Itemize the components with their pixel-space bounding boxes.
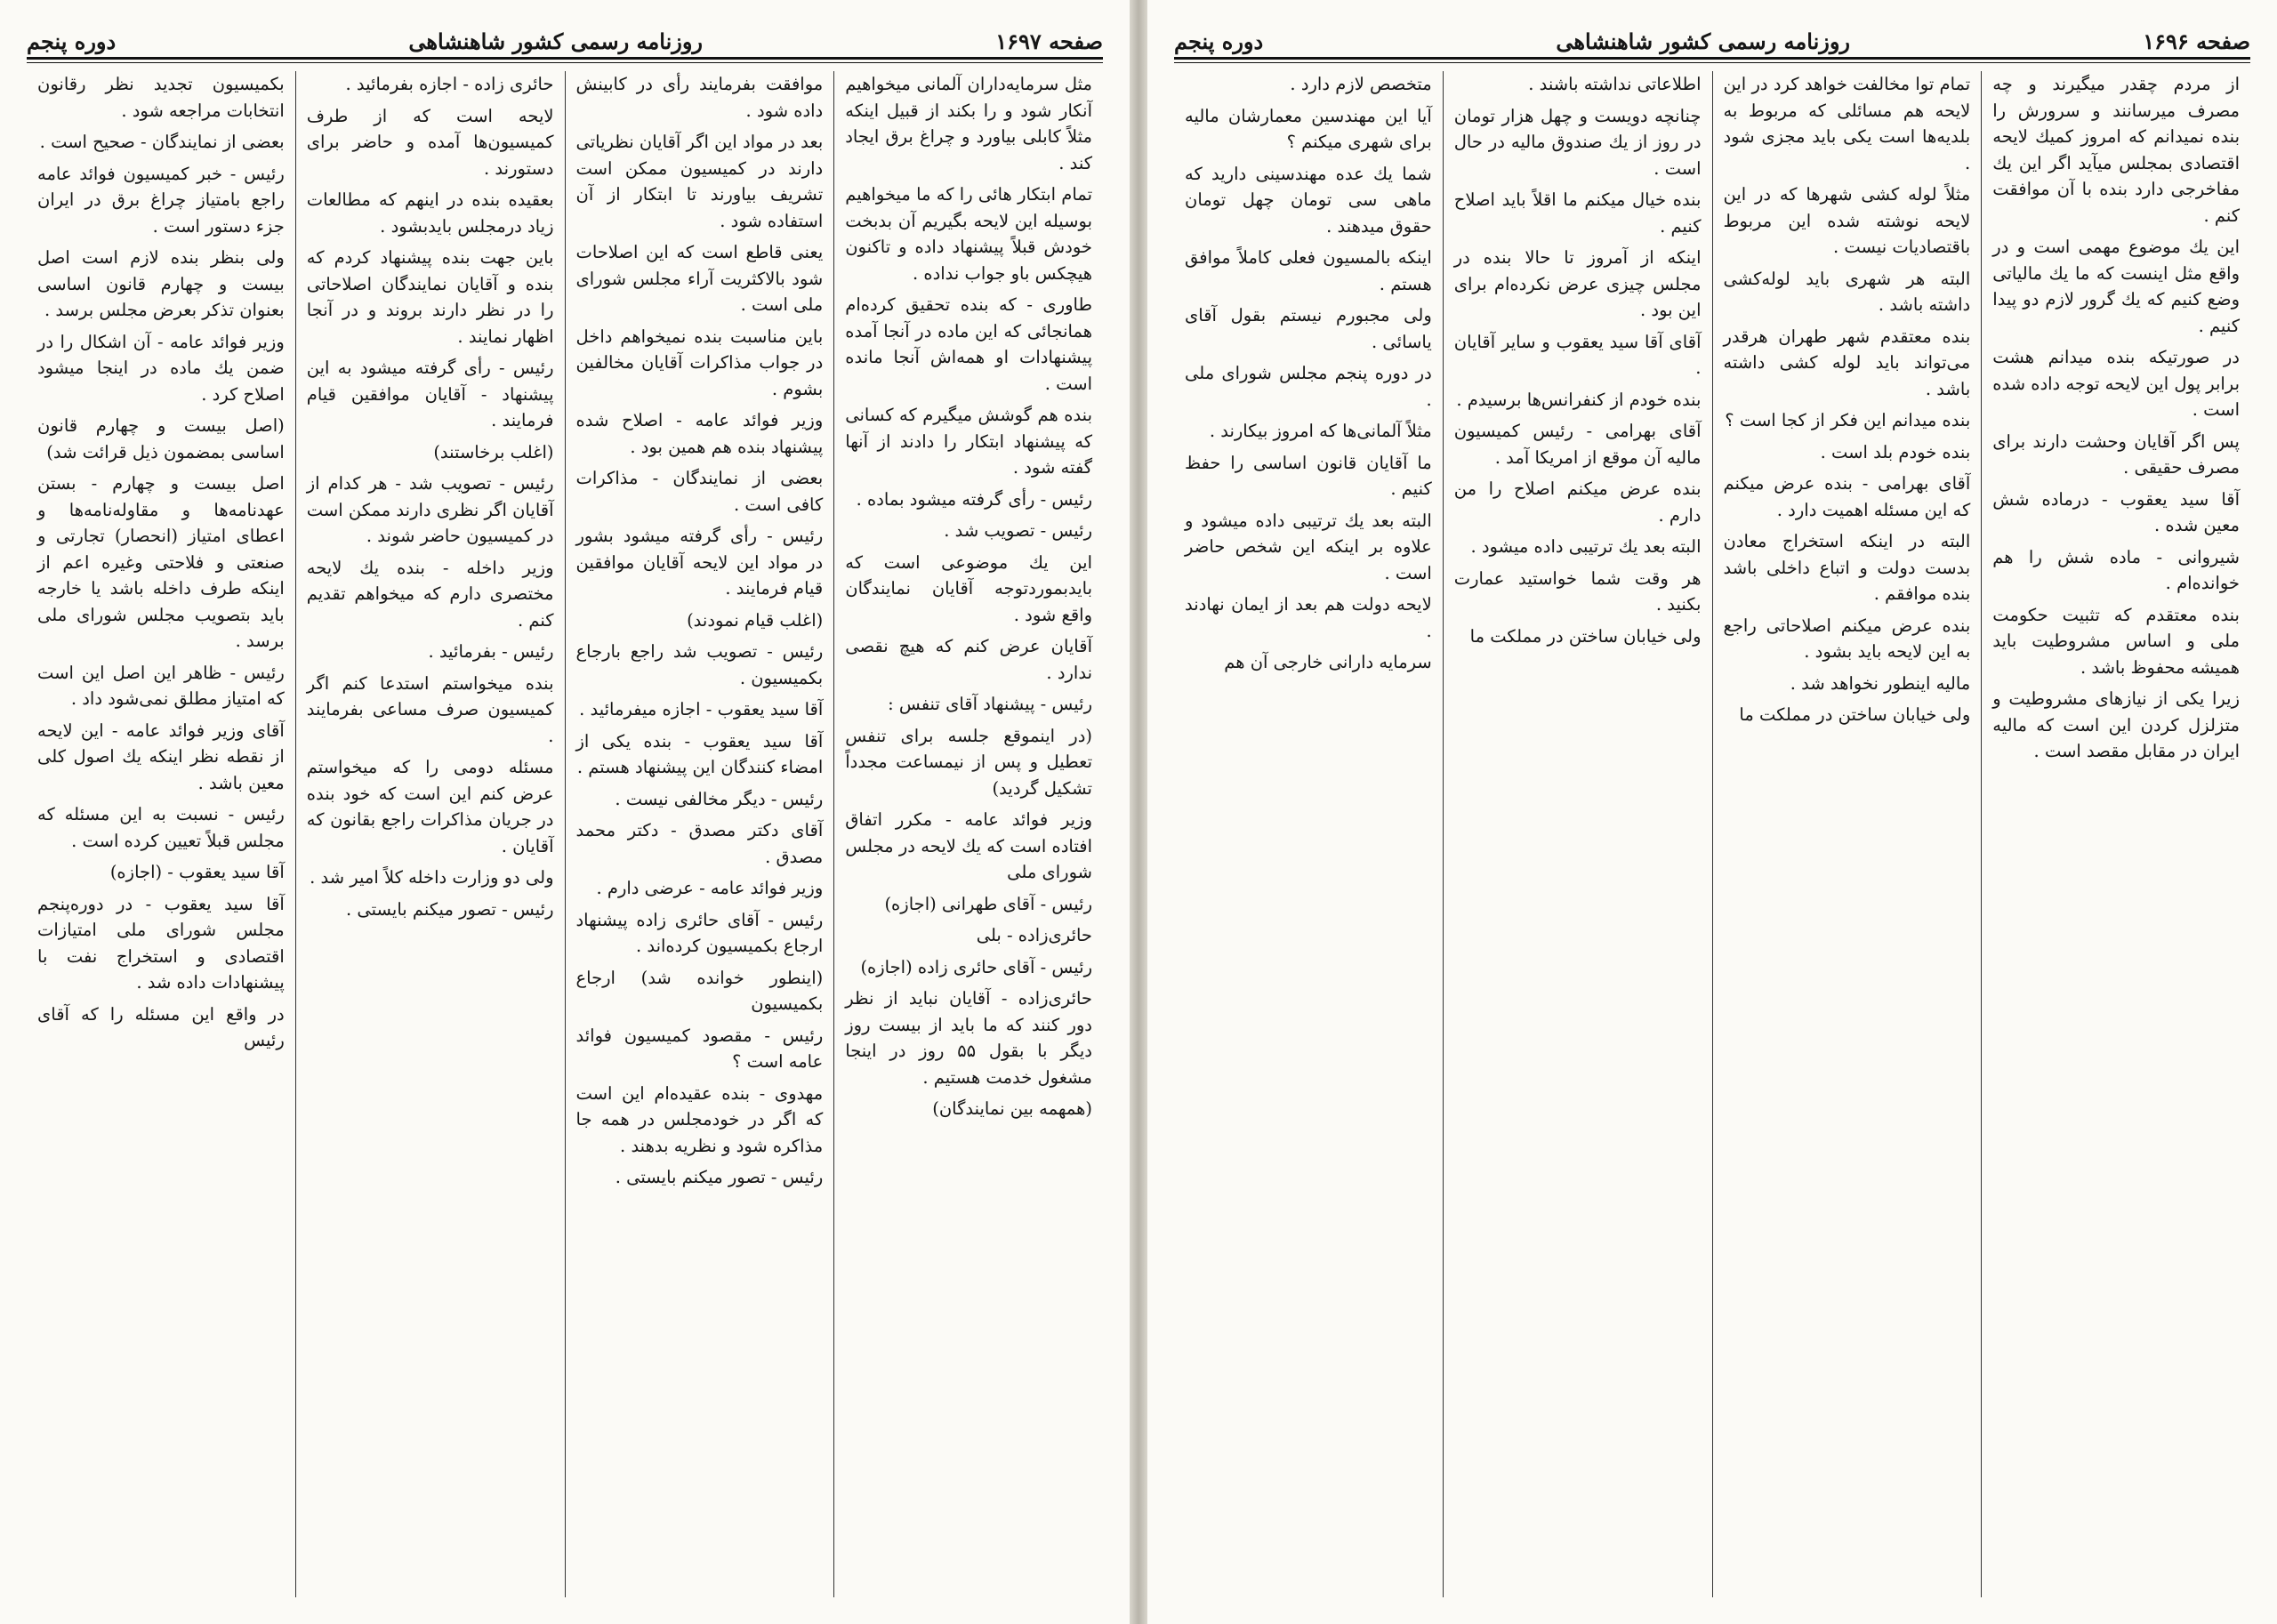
article-paragraph: بعد در مواد این اگر آقایان نظریاتی دارند در کمیسیون ممکن است تشریف بیاورند تا ابتکار از آن استفاده شود . bbox=[575, 132, 824, 231]
article-paragraph: آقایان عرض کنم که هیچ نقصی ندارد . bbox=[845, 636, 1092, 683]
article-paragraph: آقا سید یعقوب - اجازه میفرمائید . bbox=[579, 699, 824, 720]
article-paragraph: رئیس - دیگر مخالفی نیست . bbox=[615, 788, 824, 809]
article-paragraph: مالیه اینطور نخواهد شد . bbox=[1790, 672, 1971, 694]
right-column-4 bbox=[1174, 71, 1443, 1597]
article-paragraph: مثلاً آلمانی‌ها که امروز بیکارند . bbox=[1209, 421, 1432, 441]
article-paragraph: بنده خودم بلد است . bbox=[1820, 441, 1971, 462]
article-paragraph: در واقع این مسئله را که آقای رئیس bbox=[37, 1003, 285, 1050]
article-paragraph: شیروانی - ماده شش را هم خوانده‌ام . bbox=[1992, 546, 2240, 593]
article-paragraph: تمام ابتکار هائی را که ما میخواهیم بوسیله این لایحه بگیریم آن بدبخت خودش قبلاً پیشنهاد داده و تاکنون هیچکس باو جواب نداده . bbox=[845, 184, 1092, 284]
article-paragraph: هر وقت شما خواستید عمارت بکنید . bbox=[1453, 567, 1702, 615]
article-paragraph: وزیر داخله - بنده یك لایحه مختصری دارم که میخواهم تقدیم کنم . bbox=[306, 557, 554, 631]
right-column-2 bbox=[1712, 71, 1982, 1597]
article-paragraph: این یك موضوعی است که بایدبموردتوجه آقایان نمایندگان واقع شود . bbox=[845, 551, 1092, 625]
article-paragraph: آقای دکتر مصدق - دکتر محمد مصدق . bbox=[575, 820, 824, 867]
article-paragraph: مثلاً لوله کشی شهرها که در این لایحه نوشته شده این مربوط باقتصادیات نیست . bbox=[1723, 184, 1971, 257]
article-paragraph: آقای بهرامی - بنده عرض میکنم که این مسئله اهمیت دارد . bbox=[1723, 473, 1971, 520]
article-paragraph: وزیر فوائد عامه - اصلاح شده پیشنهاد بنده هم همین بود . bbox=[575, 410, 824, 457]
article-paragraph: (اینطور خوانده شد) ارجاع بکمیسیون bbox=[575, 967, 824, 1014]
article-paragraph: رئیس - تصویب شد راجع بارجاع بکمیسیون . bbox=[575, 641, 824, 688]
article-paragraph: رئیس - نسبت به این مسئله که مجلس قبلاً تعیین کرده است . bbox=[37, 804, 285, 851]
article-paragraph: البته در اینکه استخراج معادن بدست دولت و اتباع داخلی باشد بنده موافقم . bbox=[1723, 531, 1971, 604]
article-paragraph: تمام توا مخالفت خواهد کرد در این لایحه هم مسائلی که مربوط به بلدیه‌ها است یکی باید مجزی شود . bbox=[1723, 74, 1971, 173]
article-paragraph: در صورتیکه بنده میدانم هشت برابر پول این لایحه توجه داده شده است . bbox=[1992, 347, 2240, 420]
right-column-3 bbox=[1443, 71, 1712, 1597]
article-paragraph: اینکه از آمروز تا حالا بنده در مجلس چیزی عرض نکرده‌ام برای این بود . bbox=[1453, 247, 1702, 320]
article-paragraph: ما آقایان قانون اساسی را حفظ کنیم . bbox=[1185, 452, 1432, 499]
article-paragraph: وزیر فوائد عامه - آن اشکال را در ضمن یك ماده در اینجا میشود اصلاح کرد . bbox=[37, 331, 285, 405]
left-column-2 bbox=[565, 71, 834, 1597]
right-masthead bbox=[1174, 25, 2250, 57]
article-paragraph: این یك موضوع مهمی است و در واقع مثل اینست که ما یك مالیاتی وضع کنیم که یك گرور لازم دو پیدا کنیم . bbox=[1992, 237, 2240, 336]
article-paragraph: آقای وزیر فوائد عامه - این لایحه از نقطه نظر اینکه یك اصول کلی معین باشد . bbox=[37, 720, 285, 793]
right-page-number: صفحه ۱۶۹۶ bbox=[2143, 28, 2250, 54]
left-columns bbox=[27, 71, 1103, 1597]
article-paragraph: حائری زاده - اجازه بفرمائید . bbox=[345, 74, 554, 94]
article-paragraph: از مردم چقدر میگیرند و چه مصرف میرسانند و سرورش را بنده نمیدانم که امروز کمیك لایحه اقتصادی بمجلس میآید اگر این یك مفاخرجی دارد بنده با آن موافقت کنم . bbox=[1992, 74, 2240, 226]
article-paragraph: آقا سید یعقوب - (اجازه) bbox=[109, 862, 285, 882]
article-paragraph: زیرا یکی از نیازهای مشروطیت و متزلزل کردن این است که مالیه ایران در مقابل مقصد است . bbox=[1992, 688, 2240, 761]
left-header-rule-thin bbox=[27, 62, 1103, 63]
article-paragraph: ولی بنظر بنده لازم است اصل بیست و چهارم قانون اساسی بعنوان تذکر بعرض مجلس برسد . bbox=[37, 247, 285, 320]
article-paragraph: رئیس - تصور میکنم بایستی . bbox=[346, 898, 554, 920]
article-paragraph: بنده عرض میکنم اصلاح را من دارم . bbox=[1453, 478, 1702, 526]
article-paragraph: بنده میدانم این فکر از کجا است ؟ bbox=[1725, 410, 1971, 430]
article-paragraph: سرمایه دارانی خارجی آن هم bbox=[1224, 652, 1432, 672]
article-paragraph: شما یك عده مهندسینی دارید که ماهی سی تومان چهل تومان حقوق میدهند . bbox=[1185, 163, 1432, 237]
article-paragraph: بعضی از نمایندگان - مذاکرات کافی است . bbox=[575, 468, 824, 515]
right-header-rule-thin bbox=[1174, 62, 2250, 63]
article-paragraph: بعقیده بنده در اینهم که مطالعات زیاد درمجلس بایدبشود . bbox=[306, 189, 554, 237]
article-paragraph: آقا سید یعقوب - بنده یکی از امضاء کنندگان این پیشنهاد هستم . bbox=[575, 730, 824, 777]
article-paragraph: بنده خودم از کنفرانس‌ها برسیدم . bbox=[1456, 389, 1702, 410]
article-paragraph: رئیس - تصویب شد . bbox=[944, 520, 1092, 541]
article-paragraph: بنده معتقدم شهر طهران هرقدر می‌تواند باید لوله کشی داشته باشد . bbox=[1723, 326, 1971, 399]
article-paragraph: آقای بهرامی - رئیس کمیسیون مالیه آن موقع از امریکا آمد . bbox=[1453, 421, 1702, 468]
article-paragraph: آقا سید یعقوب - درماده شش معین شده . bbox=[1992, 488, 2240, 535]
article-paragraph: آیا این مهندسین معمارشان مالیه برای شهری میکنم ؟ bbox=[1185, 105, 1432, 152]
article-paragraph: اطلاعاتی نداشته باشند . bbox=[1528, 74, 1702, 94]
article-paragraph: حائری‌زاده - بلی bbox=[976, 925, 1092, 945]
article-paragraph: چنانچه دویست و چهل هزار تومان در روز از یك صندوق مالیه در حال است . bbox=[1453, 105, 1702, 179]
left-newspaper-title: روزنامه رسمی کشور شاهنشاهی bbox=[408, 28, 704, 54]
article-paragraph: رئیس - آقای حائری زاده (اجازه) bbox=[860, 956, 1092, 977]
article-paragraph: رئیس - تصویب شد - هر کدام از آقایان اگر نظری دارند ممکن است در کمیسیون حاضر شوند . bbox=[306, 473, 554, 546]
right-columns bbox=[1174, 71, 2250, 1597]
right-column-1 bbox=[1981, 71, 2250, 1597]
article-paragraph: لایحه دولت هم بعد از ایمان نهادند . bbox=[1185, 594, 1432, 641]
article-paragraph: مثل سرمایه‌داران آلمانی میخواهیم آنکار شود و را بکند از قبیل اینکه مثلاً کابلی بیاورد و چراغ برق ایجاد کند . bbox=[845, 74, 1092, 173]
article-paragraph: رئیس - رأی گرفته میشود بماده . bbox=[856, 488, 1092, 510]
article-paragraph: پس اگر آقایان وحشت دارند برای مصرف حقیقی . bbox=[1992, 430, 2240, 478]
article-paragraph: بکمیسیون تجدید نظر رقانون انتخابات مراجعه شود . bbox=[37, 74, 285, 121]
article-paragraph: متخصص لازم دارد . bbox=[1290, 74, 1432, 94]
article-paragraph: طاوری - که بنده تحقیق کرده‌ام همانجائی که این ماده در آنجا آمده پیشنهادات او همه‌اش‌ آنجا مانده است . bbox=[845, 294, 1092, 394]
left-page-number: صفحه ۱۶۹۷ bbox=[995, 28, 1103, 54]
article-paragraph: بنده خیال میکنم ما اقلاً باید اصلاح کنیم . bbox=[1453, 189, 1702, 237]
article-paragraph: البته بعد یك ترتیبی داده میشود و علاوه بر اینکه این شخص حاضر است . bbox=[1185, 510, 1432, 583]
left-column-4 bbox=[27, 71, 295, 1597]
article-paragraph: ولی خیابان ساختن در مملکت ما bbox=[1469, 625, 1702, 647]
article-paragraph: رئیس - تصور میکنم بایستی . bbox=[615, 1167, 824, 1187]
article-paragraph: حائری‌زاده - آقایان نباید از نظر دور کنند که ما باید از بیست روز دیگر با بقول ۵۵ روز در اینجا مشغول خدمت هستیم . bbox=[845, 988, 1092, 1088]
right-page bbox=[1147, 0, 2277, 1624]
left-header-rule bbox=[27, 57, 1103, 60]
article-paragraph: بنده عرض میکنم اصلاحاتی راجع به این لایحه باید بشود . bbox=[1723, 615, 1971, 662]
page-fold bbox=[1130, 0, 1147, 1624]
article-paragraph: یعنی قاطع است که این اصلاحات شود بالاکثریت آراء مجلس شورای ملی است . bbox=[575, 242, 824, 315]
article-paragraph: رئیس - ظاهر این اصل این است که امتیاز مطلق نمی‌شود داد . bbox=[37, 662, 285, 709]
right-edition: دوره پنجم bbox=[1174, 28, 1264, 54]
article-paragraph: در دوره پنجم مجلس شورای ملی . bbox=[1185, 363, 1432, 410]
article-paragraph: وزیر فوائد عامه - عرضی دارم . bbox=[596, 878, 824, 898]
article-paragraph: (همهمه بین نمایندگان) bbox=[932, 1098, 1092, 1119]
article-paragraph: بنده معتقدم که تثبیت حکومت ملی و اساس مشروطیت باید همیشه محفوظ باشد . bbox=[1992, 604, 2240, 678]
article-paragraph: رئیس - پیشنهاد آقای تنفس : bbox=[888, 694, 1092, 714]
article-paragraph: موافقت بفرمایند رأی در کابینش داده شود . bbox=[575, 74, 824, 121]
article-paragraph: رئیس - آقای طهرانی (اجازه) bbox=[884, 893, 1092, 914]
left-masthead bbox=[27, 25, 1103, 57]
article-paragraph: (اصل بیست و چهارم قانون اساسی بمضمون ذیل قرائت شد) bbox=[37, 415, 285, 462]
article-paragraph: وزیر فوائد عامه - مکرر اتفاق افتاده است که یك لایحه در مجلس شورای ملی bbox=[845, 809, 1092, 882]
article-paragraph: رئیس - مقصود کمیسیون فوائد عامه است ؟ bbox=[575, 1025, 824, 1072]
article-paragraph: آقا سید یعقوب - در دوره‌پنجم مجلس شورای ملی امتیازات اقتصادی و استخراج نفت با پیشنهادات داده شد . bbox=[37, 893, 285, 993]
article-paragraph: رئیس - خبر کمیسیون فوائد عامه راجع بامتیاز چراغ برق در ایران جزء دستور است . bbox=[37, 163, 285, 237]
article-paragraph: بنده هم گوشش میگیرم که کسانی که پیشنهاد ابتکار را دادند از آنها گفته شود . bbox=[845, 405, 1092, 478]
article-paragraph: اینکه بالمسیون فعلی کاملاً موافق هستم . bbox=[1185, 247, 1432, 294]
left-column-1 bbox=[833, 71, 1103, 1597]
article-paragraph: بنده میخواستم استدعا کنم اگر کمیسیون صرف مساعی بفرمایند . bbox=[306, 672, 554, 746]
article-paragraph: ولی خیابان ساختن در مملکت ما bbox=[1739, 704, 1971, 725]
article-paragraph: (اغلب قیام نمودند) bbox=[687, 609, 824, 631]
left-page bbox=[0, 0, 1130, 1624]
article-paragraph: رئیس - رأی گرفته میشود بشور در مواد این لایحه آقایان موافقین قیام فرمایند . bbox=[575, 526, 824, 599]
left-edition: دوره پنجم bbox=[27, 28, 117, 54]
article-paragraph: مسئله دومی را که میخواستم عرض کنم این است که خود بنده در جریان مذاکرات راجع بقانون که آقایان . bbox=[306, 757, 554, 856]
article-paragraph: ولی دو وزارت داخله کلاً امیر شد . bbox=[310, 867, 554, 888]
right-newspaper-title: روزنامه رسمی کشور شاهنشاهی bbox=[1556, 28, 1851, 54]
article-paragraph: باین مناسبت بنده نمیخواهم داخل در جواب مذاکرات آقایان مخالفین بشوم . bbox=[575, 326, 824, 399]
article-paragraph: لایحه است که از طرف کمیسیون‌ها آمده و حاضر برای دستورند . bbox=[306, 105, 554, 179]
article-paragraph: رئیس - بفرمائید . bbox=[428, 641, 554, 662]
article-paragraph: ولی مجبورم نیستم بقول آقای یاسائی . bbox=[1185, 305, 1432, 352]
article-paragraph: اصل بیست و چهارم - بستن عهدنامه‌ها و مقاوله‌نامه‌ها و اعطای امتیاز (انحصار) تجارتی و صنعتی و فلاحتی وغیره اعم از اینکه طرف داخله باشد یا خارجه باید بتصویب مجلس شورای ملی برسد . bbox=[37, 473, 285, 651]
article-paragraph: باین جهت بنده پیشنهاد کردم که بنده و آقایان نمایندگان اصلاحاتی را در نظر دارند بروند و در آنجا اظهار نمایند . bbox=[306, 247, 554, 347]
article-paragraph: رئیس - آقای حائری زاده پیشنهاد ارجاع بکمیسیون کرده‌اند . bbox=[575, 909, 824, 956]
article-paragraph: (در اینموقع جلسه برای تنفس تعطیل و پس از نیمساعت مجدداً تشکیل گردید) bbox=[845, 725, 1092, 799]
article-paragraph: مهدوی - بنده عقیده‌ام این است که اگر در خودمجلس در همه جا مذاکره شود و نظریه بدهند . bbox=[575, 1082, 824, 1156]
article-paragraph: رئیس - رأی گرفته میشود به این پیشنهاد - آقایان موافقین قیام فرمایند . bbox=[306, 358, 554, 430]
article-paragraph: آقای آقا سید یعقوب و سایر آقایان . bbox=[1453, 331, 1702, 378]
article-paragraph: بعضی از نمایندگان - صحیح است . bbox=[39, 132, 285, 152]
left-column-3 bbox=[295, 71, 565, 1597]
right-header-rule bbox=[1174, 57, 2250, 60]
article-paragraph: البته هر شهری باید لوله‌کشی داشته باشد . bbox=[1723, 268, 1971, 315]
article-paragraph: (اغلب برخاستند) bbox=[433, 441, 554, 462]
article-paragraph: البته بعد یك ترتیبی داده میشود . bbox=[1470, 536, 1702, 557]
